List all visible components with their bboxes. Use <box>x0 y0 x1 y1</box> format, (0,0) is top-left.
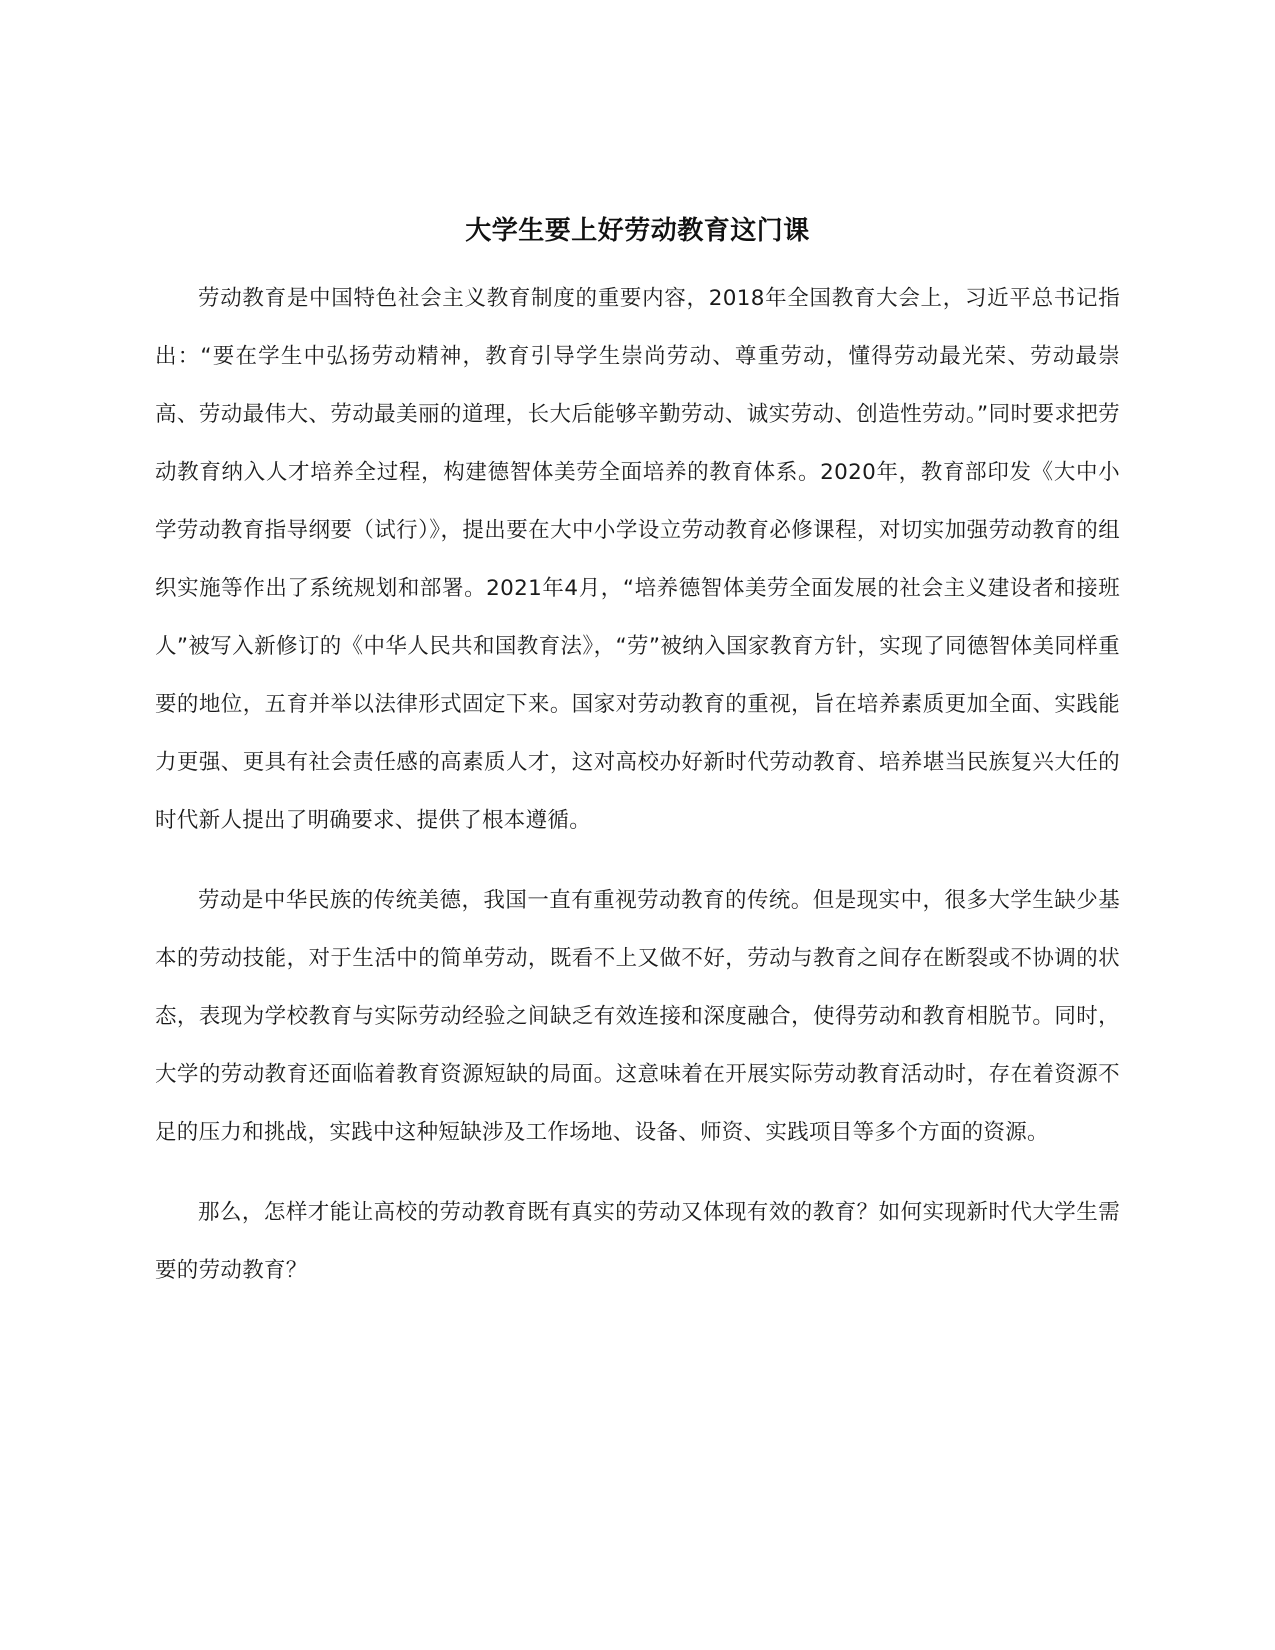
document-body <box>155 270 1120 1322</box>
paragraph-3: 那么，怎样才能让高校的劳动教育既有真实的劳动又体现有效的教育？如何实现新时代大学生需要的劳动教育？ <box>155 1200 1120 1283</box>
paragraph-2: 劳动是中华民族的传统美德，我国一直有重视劳动教育的传统。但是现实中，很多大学生缺少基本的劳动技能，对于生活中的简单劳动，既看不上又做不好，劳动与教育之间存在断裂或不协调的状态，表现为学校教育与实际劳动经验之间缺乏有效连接和深度融合，使得劳动和教育相脱节。同时，大学的劳动教育还面临着教育资源短缺的局面。这意味着在开展实际劳动教育活动时，存在着资源不足的压力和挑战，实践中这种短缺涉及工作场地、设备、师资、实践项目等多个方面的资源。 <box>155 888 1120 1145</box>
document-title: 大学生要上好劳动教育这门课 <box>465 216 810 247</box>
paragraph-1: 劳动教育是中国特色社会主义教育制度的重要内容，2018年全国教育大会上，习近平总书记指出：“要在学生中弘扬劳动精神，教育引导学生崇尚劳动、尊重劳动，懂得劳动最光荣、劳动最崇高、劳动最伟大、劳动最美丽的道理，长大后能够辛勤劳动、诚实劳动、创造性劳动。”同时要求把劳动教育纳入人才培养全过程，构建德智体美劳全面培养的教育体系。2020年，教育部印发《大中小学劳动教育指导纲要（试行）》，提出要在大中小学设立劳动教育必修课程，对切实加强劳动教育的组织实施等作出了系统规划和部署。2021年4月，“培养德智体美劳全面发展的社会主义建设者和接班人”被写入新修订的《中华人民共和国教育法》，“劳”被纳入国家教育方针，实现了同德智体美同样重要的地位，五育并举以法律形式固定下来。国家对劳动教育的重视，旨在培养素质更加全面、实践能力更强、更具有社会责任感的高素质人才，这对高校办好新时代劳动教育、培养堪当民族复兴大任的时代新人提出了明确要求、提供了根本遵循。 <box>155 286 1120 833</box>
